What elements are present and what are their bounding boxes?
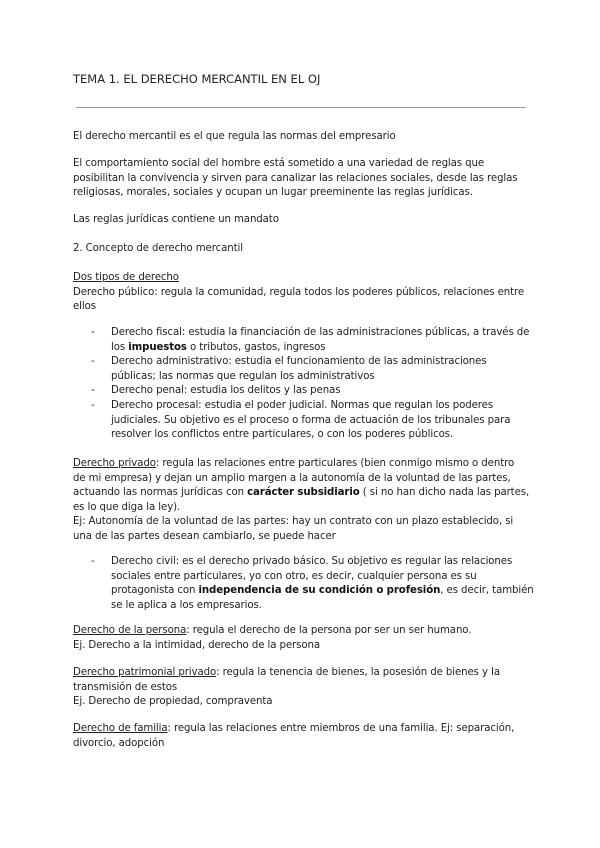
paragraph-line: Derecho público: regula la comunidad, regula todos los poderes públicos, relaciones entre [73,286,525,298]
paragraph-line: una de las partes desean cambiarlo, se puede hacer [73,531,336,542]
bullet-dash: - [91,327,95,338]
intro-text: El derecho mercantil es el que regula las normas del empresario [73,131,396,142]
list-item-line: judiciales. Su objetivo es el proceso o forma de actuación de los tribunales para [111,414,511,426]
term-heading: Derecho privado [73,458,156,469]
list-item-line: públicas; las normas que regulan los administrativos [111,370,375,382]
subsection-heading: Dos tipos de derecho [73,272,179,283]
paragraph-line: religiosas, morales, sociales y ocupan un lugar preeminente las reglas jurídicas. [73,187,473,198]
document-title: TEMA 1. EL DERECHO MERCANTIL EN EL OJ [73,72,321,86]
paragraph-line: divorcio, adopción [73,737,165,749]
paragraph-line: Ej. Derecho de propiedad, compraventa [73,696,273,708]
bullet-dash: - [91,385,95,397]
list-item-line: los impuestos o tributos, gastos, ingresos [111,341,326,353]
paragraph-line: actuando las normas jurídicas con carácter subsidiario ( si no han dicho nada las partes, [73,487,530,499]
term-heading: Derecho de familia [73,723,168,734]
term-heading: Derecho patrimonial privado [73,667,217,678]
bold-term: carácter subsidiario [247,487,360,499]
bullet-dash: - [91,356,95,368]
paragraph-line: El comportamiento social del hombre está sometido a una variedad de reglas que [73,158,485,169]
paragraph-line: Derecho patrimonial privado: regula la tenencia de bienes, la posesión de bienes y la [73,667,500,678]
paragraph-line: Derecho de la persona: regula el derecho de la persona por ser un ser humano. [73,625,472,636]
title-divider [76,107,526,108]
list-item-line: resolver los conflictos entre particulares, o con los poderes públicos. [111,429,454,441]
list-item-line: Derecho fiscal: estudia la financiación de las administraciones públicas, a través de [111,327,530,338]
section-heading: 2. Concepto de derecho mercantil [73,243,243,254]
list-item-line: Derecho civil: es el derecho privado básico. Su objetivo es regular las relaciones [111,556,513,567]
paragraph-line: Ej: Autonomía de la voluntad de las partes: hay un contrato con un plazo establecido, si [73,516,514,528]
bold-term: independencia de su condición o profesión [198,585,441,597]
bullet-dash: - [91,556,95,567]
list-item-line: Derecho procesal: estudia el poder judicial. Normas que regulan los poderes [111,400,494,411]
paragraph-line: Ej. Derecho a la intimidad, derecho de la persona [73,639,320,651]
term-heading: Derecho de la persona [73,625,187,636]
paragraph-line: de mi empresa) y dejan un amplio margen a la autonomía de la voluntad de las partes, [73,472,511,484]
paragraph-line: transmisión de estos [73,681,178,693]
paragraph-text: Las reglas jurídicas contiene un mandato [73,214,279,225]
list-item-line: protagonista con independencia de su condición o profesión, es decir, también [111,585,534,597]
list-item-line: sociales entre particulares, yo con otro, es decir, cualquier persona es su [111,570,477,582]
list-item-line: Derecho administrativo: estudia el funcionamiento de las administraciones [111,356,487,368]
bullet-dash: - [91,400,95,411]
paragraph-line: Derecho privado: regula las relaciones entre particulares (bien conmigo mismo o dentro [73,458,515,469]
list-item-line: Derecho penal: estudia los delitos y las penas [111,385,341,397]
list-item-line: se le aplica a los empresarios. [111,599,262,611]
bold-term: impuestos [128,341,187,353]
paragraph-line: Derecho de familia: regula las relaciones entre miembros de una familia. Ej: separación, [73,723,515,734]
paragraph-line: es lo que diga la ley). [73,501,181,513]
paragraph-line: posibilitan la convivencia y sirven para canalizar las relaciones sociales, desde las reglas [73,172,518,184]
paragraph-line: ellos [73,301,96,312]
